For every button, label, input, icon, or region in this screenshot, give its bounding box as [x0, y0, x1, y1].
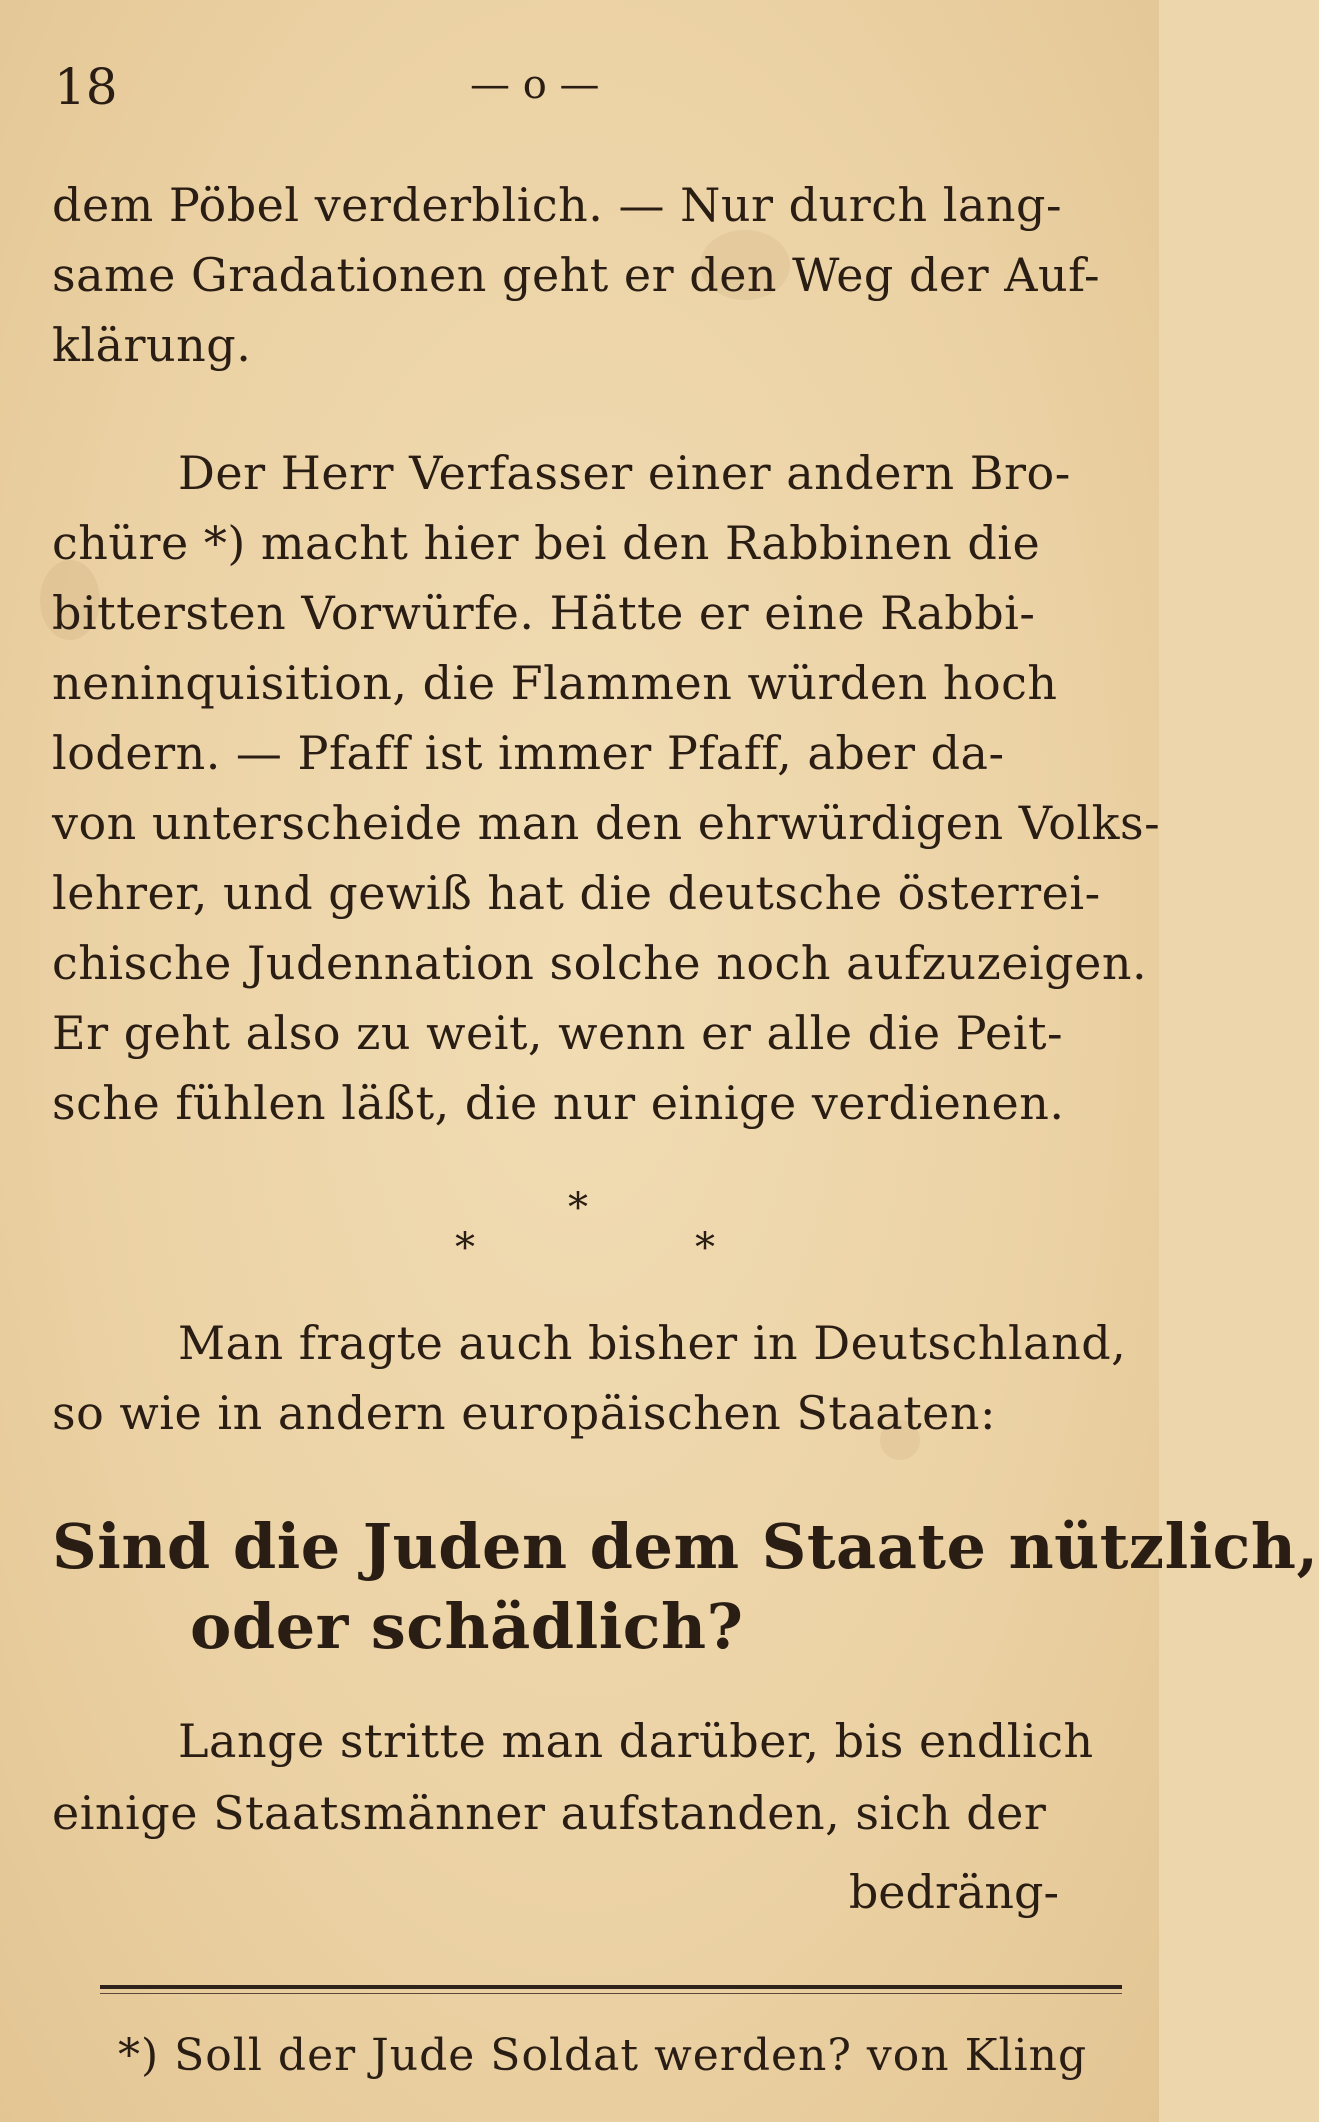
text-line: bittersten Vorwürfe. Hätte er eine Rabbi-	[52, 586, 1036, 640]
separator-star-top: *	[568, 1185, 588, 1231]
separator-star-right: *	[695, 1225, 715, 1271]
text-line: von unterscheide man den ehrwürdigen Volks-	[52, 796, 1161, 850]
text-line: Man fragte auch bisher in Deutschland,	[178, 1316, 1127, 1370]
footnote-rule	[100, 1985, 1122, 1989]
text-line: klärung.	[52, 318, 252, 372]
section-heading: Sind die Juden dem Staate nützlich,	[52, 1510, 1319, 1583]
text-line: Lange stritte man darüber, bis endlich	[178, 1714, 1094, 1768]
header-ornament: — o —	[470, 62, 600, 108]
text-line: same Gradationen geht er den Weg der Auf-	[52, 248, 1101, 302]
text-line: dem Pöbel verderblich. — Nur durch lang-	[52, 178, 1062, 232]
separator-star-left: *	[455, 1225, 475, 1271]
text-line: so wie in andern europäischen Staaten:	[52, 1386, 997, 1440]
text-line: sche fühlen läßt, die nur einige verdienen.	[52, 1076, 1065, 1130]
text-line: chüre *) macht hier bei den Rabbinen die	[52, 516, 1041, 570]
text-line: einige Staatsmänner aufstanden, sich der	[52, 1786, 1047, 1840]
text-line: Der Herr Verfasser einer andern Bro-	[178, 446, 1071, 500]
footnote: *) Soll der Jude Soldat werden? von Kling	[118, 2030, 1088, 2081]
catchword: bedräng-	[848, 1865, 1059, 1919]
footnote-rule-thin	[100, 1993, 1122, 1994]
section-heading: oder schädlich?	[190, 1590, 744, 1663]
text-line: lehrer, und gewiß hat die deutsche österrei-	[52, 866, 1101, 920]
text-line: lodern. — Pfaff ist immer Pfaff, aber da-	[52, 726, 1005, 780]
page-number: 18	[54, 58, 118, 116]
text-line: Er geht also zu weit, wenn er alle die Peit-	[52, 1006, 1064, 1060]
text-line: chische Judennation solche noch aufzuzeigen.	[52, 936, 1148, 990]
text-line: neninquisition, die Flammen würden hoch	[52, 656, 1058, 710]
